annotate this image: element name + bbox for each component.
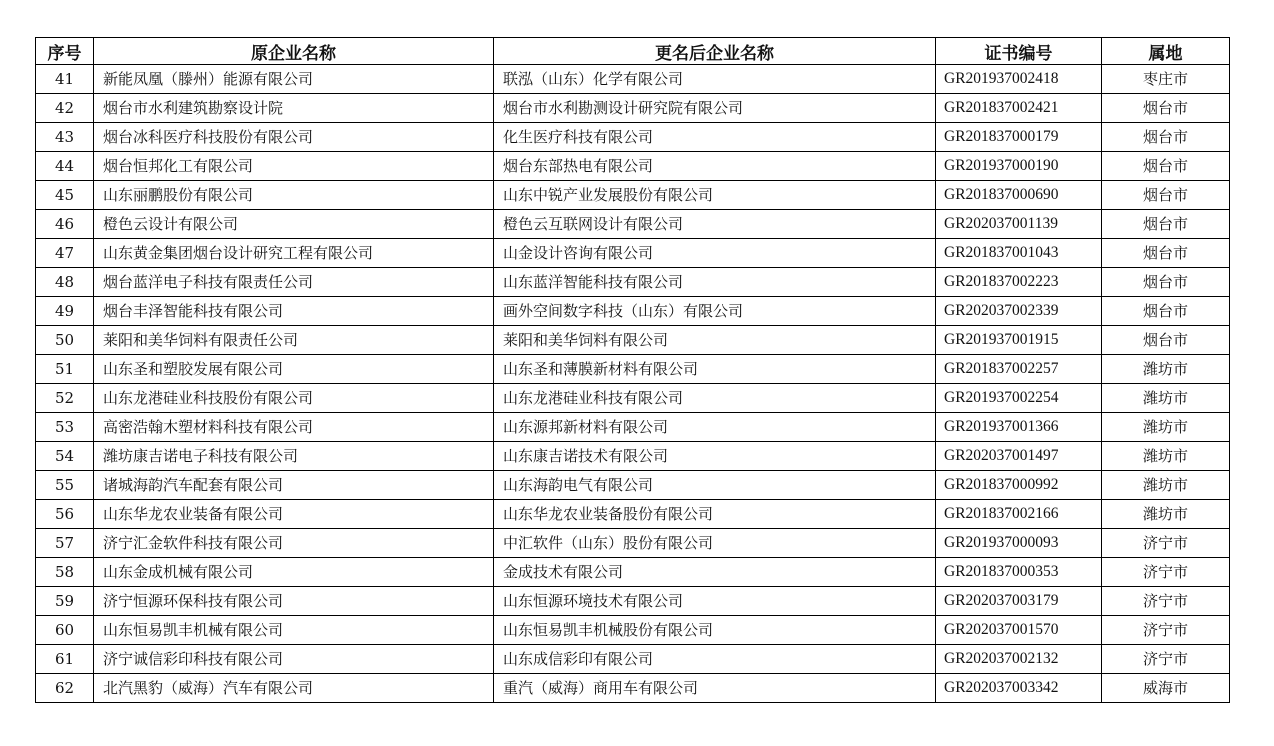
cell-certificate-no: GR201937002254	[936, 384, 1102, 413]
cell-original-name: 济宁恒源环保科技有限公司	[94, 587, 494, 616]
cell-no: 47	[36, 239, 94, 268]
table-row	[36, 500, 1230, 529]
table-row	[36, 152, 1230, 181]
cell-certificate-no: GR201837001043	[936, 239, 1102, 268]
table-row	[36, 587, 1230, 616]
cell-no: 58	[36, 558, 94, 587]
cell-original-name: 烟台丰泽智能科技有限公司	[94, 297, 494, 326]
cell-no: 57	[36, 529, 94, 558]
cell-location: 潍坊市	[1102, 355, 1230, 384]
cell-original-name: 烟台恒邦化工有限公司	[94, 152, 494, 181]
table-row	[36, 558, 1230, 587]
cell-renamed-name: 重汽（威海）商用车有限公司	[494, 674, 936, 703]
table-row	[36, 413, 1230, 442]
cell-certificate-no: GR201837002421	[936, 94, 1102, 123]
cell-renamed-name: 山东蓝洋智能科技有限公司	[494, 268, 936, 297]
cell-no: 60	[36, 616, 94, 645]
cell-no: 45	[36, 181, 94, 210]
cell-no: 46	[36, 210, 94, 239]
cell-original-name: 山东金成机械有限公司	[94, 558, 494, 587]
cell-location: 潍坊市	[1102, 413, 1230, 442]
cell-no: 50	[36, 326, 94, 355]
cell-original-name: 济宁诚信彩印科技有限公司	[94, 645, 494, 674]
cell-original-name: 山东圣和塑胶发展有限公司	[94, 355, 494, 384]
cell-no: 54	[36, 442, 94, 471]
table-row	[36, 181, 1230, 210]
cell-original-name: 高密浩翰木塑材料科技有限公司	[94, 413, 494, 442]
cell-certificate-no: GR201837002257	[936, 355, 1102, 384]
cell-original-name: 新能凤凰（滕州）能源有限公司	[94, 65, 494, 94]
cell-location: 烟台市	[1102, 297, 1230, 326]
cell-renamed-name: 山金设计咨询有限公司	[494, 239, 936, 268]
cell-renamed-name: 山东成信彩印有限公司	[494, 645, 936, 674]
header-no: 序号	[36, 38, 94, 65]
cell-certificate-no: GR201837002166	[936, 500, 1102, 529]
cell-renamed-name: 山东龙港硅业科技有限公司	[494, 384, 936, 413]
cell-renamed-name: 联泓（山东）化学有限公司	[494, 65, 936, 94]
cell-renamed-name: 画外空间数字科技（山东）有限公司	[494, 297, 936, 326]
table-row	[36, 616, 1230, 645]
cell-renamed-name: 中汇软件（山东）股份有限公司	[494, 529, 936, 558]
table-row	[36, 268, 1230, 297]
cell-certificate-no: GR202037003179	[936, 587, 1102, 616]
table-row	[36, 384, 1230, 413]
cell-certificate-no: GR201937001366	[936, 413, 1102, 442]
cell-original-name: 山东丽鹏股份有限公司	[94, 181, 494, 210]
cell-location: 潍坊市	[1102, 384, 1230, 413]
cell-renamed-name: 烟台东部热电有限公司	[494, 152, 936, 181]
table-header-row	[36, 38, 1230, 65]
cell-renamed-name: 橙色云互联网设计有限公司	[494, 210, 936, 239]
cell-location: 济宁市	[1102, 529, 1230, 558]
cell-no: 41	[36, 65, 94, 94]
header-location: 属地	[1102, 38, 1230, 65]
table-row	[36, 645, 1230, 674]
cell-no: 55	[36, 471, 94, 500]
cell-location: 烟台市	[1102, 210, 1230, 239]
cell-renamed-name: 山东源邦新材料有限公司	[494, 413, 936, 442]
cell-renamed-name: 莱阳和美华饲料有限公司	[494, 326, 936, 355]
cell-renamed-name: 山东恒源环境技术有限公司	[494, 587, 936, 616]
cell-location: 烟台市	[1102, 123, 1230, 152]
header-certificate-no: 证书编号	[936, 38, 1102, 65]
cell-no: 43	[36, 123, 94, 152]
cell-no: 42	[36, 94, 94, 123]
cell-no: 48	[36, 268, 94, 297]
cell-original-name: 烟台蓝洋电子科技有限责任公司	[94, 268, 494, 297]
cell-renamed-name: 山东圣和薄膜新材料有限公司	[494, 355, 936, 384]
cell-certificate-no: GR201937002418	[936, 65, 1102, 94]
cell-renamed-name: 山东恒易凯丰机械股份有限公司	[494, 616, 936, 645]
cell-renamed-name: 山东中锐产业发展股份有限公司	[494, 181, 936, 210]
cell-renamed-name: 山东华龙农业装备股份有限公司	[494, 500, 936, 529]
cell-original-name: 烟台冰科医疗科技股份有限公司	[94, 123, 494, 152]
cell-original-name: 山东龙港硅业科技股份有限公司	[94, 384, 494, 413]
cell-no: 49	[36, 297, 94, 326]
cell-original-name: 橙色云设计有限公司	[94, 210, 494, 239]
cell-location: 烟台市	[1102, 268, 1230, 297]
cell-certificate-no: GR201837000353	[936, 558, 1102, 587]
cell-renamed-name: 山东海韵电气有限公司	[494, 471, 936, 500]
cell-certificate-no: GR201837000179	[936, 123, 1102, 152]
cell-no: 53	[36, 413, 94, 442]
cell-certificate-no: GR201837000992	[936, 471, 1102, 500]
cell-location: 烟台市	[1102, 152, 1230, 181]
cell-certificate-no: GR201837002223	[936, 268, 1102, 297]
cell-location: 潍坊市	[1102, 442, 1230, 471]
cell-renamed-name: 山东康吉诺技术有限公司	[494, 442, 936, 471]
cell-original-name: 山东华龙农业装备有限公司	[94, 500, 494, 529]
cell-no: 56	[36, 500, 94, 529]
table-row	[36, 94, 1230, 123]
header-renamed-name: 更名后企业名称	[494, 38, 936, 65]
cell-original-name: 山东黄金集团烟台设计研究工程有限公司	[94, 239, 494, 268]
table-row	[36, 674, 1230, 703]
table-row	[36, 529, 1230, 558]
cell-location: 枣庄市	[1102, 65, 1230, 94]
cell-certificate-no: GR202037003342	[936, 674, 1102, 703]
cell-certificate-no: GR201837000690	[936, 181, 1102, 210]
cell-original-name: 山东恒易凯丰机械有限公司	[94, 616, 494, 645]
cell-location: 威海市	[1102, 674, 1230, 703]
cell-original-name: 北汽黑豹（威海）汽车有限公司	[94, 674, 494, 703]
cell-location: 济宁市	[1102, 616, 1230, 645]
table-row	[36, 471, 1230, 500]
cell-certificate-no: GR202037001497	[936, 442, 1102, 471]
header-original-name: 原企业名称	[94, 38, 494, 65]
table-body	[36, 65, 1230, 703]
cell-location: 烟台市	[1102, 326, 1230, 355]
table-row	[36, 239, 1230, 268]
cell-location: 济宁市	[1102, 645, 1230, 674]
table-row	[36, 123, 1230, 152]
cell-certificate-no: GR202037001570	[936, 616, 1102, 645]
cell-location: 济宁市	[1102, 558, 1230, 587]
cell-no: 52	[36, 384, 94, 413]
cell-certificate-no: GR201937000093	[936, 529, 1102, 558]
table-row	[36, 297, 1230, 326]
cell-no: 44	[36, 152, 94, 181]
cell-original-name: 诸城海韵汽车配套有限公司	[94, 471, 494, 500]
cell-certificate-no: GR201937000190	[936, 152, 1102, 181]
cell-location: 济宁市	[1102, 587, 1230, 616]
table-row	[36, 442, 1230, 471]
cell-no: 51	[36, 355, 94, 384]
cell-renamed-name: 金成技术有限公司	[494, 558, 936, 587]
cell-no: 61	[36, 645, 94, 674]
cell-certificate-no: GR202037001139	[936, 210, 1102, 239]
cell-renamed-name: 烟台市水利勘测设计研究院有限公司	[494, 94, 936, 123]
cell-no: 62	[36, 674, 94, 703]
cell-original-name: 烟台市水利建筑勘察设计院	[94, 94, 494, 123]
cell-no: 59	[36, 587, 94, 616]
cell-location: 烟台市	[1102, 94, 1230, 123]
cell-certificate-no: GR202037002132	[936, 645, 1102, 674]
cell-original-name: 莱阳和美华饲料有限责任公司	[94, 326, 494, 355]
table-row	[36, 326, 1230, 355]
cell-location: 烟台市	[1102, 239, 1230, 268]
cell-certificate-no: GR202037002339	[936, 297, 1102, 326]
company-rename-table	[35, 37, 1230, 703]
cell-certificate-no: GR201937001915	[936, 326, 1102, 355]
company-rename-table-sheet	[35, 37, 1229, 703]
cell-location: 潍坊市	[1102, 471, 1230, 500]
table-row	[36, 210, 1230, 239]
cell-location: 潍坊市	[1102, 500, 1230, 529]
cell-location: 烟台市	[1102, 181, 1230, 210]
cell-original-name: 济宁汇金软件科技有限公司	[94, 529, 494, 558]
cell-renamed-name: 化生医疗科技有限公司	[494, 123, 936, 152]
table-row	[36, 65, 1230, 94]
cell-original-name: 潍坊康吉诺电子科技有限公司	[94, 442, 494, 471]
table-row	[36, 355, 1230, 384]
